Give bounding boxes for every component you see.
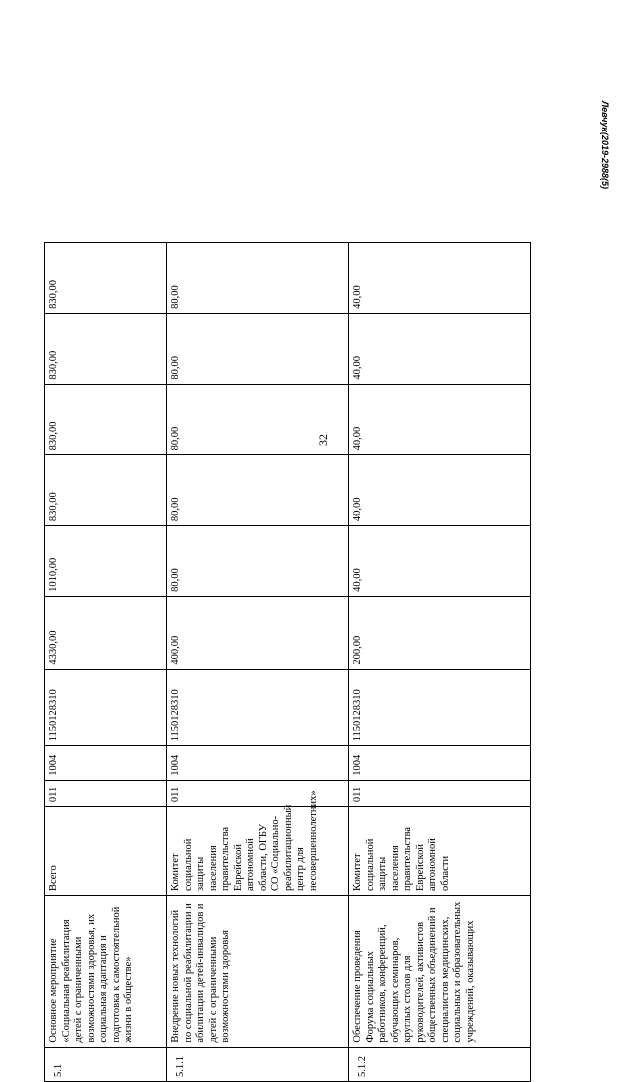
- table-row: [167, 243, 349, 1082]
- measure-name: Обеспечение проведения Форума социальных работников, конференций, обучающих семинаров, круглых столов для руководителей, активистов общественных объединений и специалистов медицинских, социальных и образовательных учреждений, оказывающих: [349, 896, 531, 1048]
- year-amount: 80,00: [167, 313, 349, 384]
- year-amount: 80,00: [167, 384, 349, 455]
- year-amount: 1010,00: [45, 526, 167, 597]
- row-number: 5.1.2: [349, 1047, 531, 1081]
- executor: Всего: [45, 807, 167, 896]
- page-number: 32: [316, 434, 330, 446]
- table-row: [349, 243, 531, 1082]
- year-amount: 80,00: [167, 526, 349, 597]
- year-amount: 40,00: [349, 243, 531, 314]
- csr-code: 1150128310: [167, 669, 349, 746]
- grbs-code: 011: [349, 780, 531, 806]
- year-amount: 80,00: [167, 455, 349, 526]
- year-amount: 40,00: [349, 526, 531, 597]
- year-amount: 830,00: [45, 455, 167, 526]
- csr-code: 1150128310: [45, 669, 167, 746]
- program-table-rotated: [44, 242, 534, 1082]
- grbs-code: 011: [45, 780, 167, 806]
- year-amount: 80,00: [167, 243, 349, 314]
- year-amount: 40,00: [349, 384, 531, 455]
- row-number: 5.1.1: [167, 1047, 349, 1081]
- row-number: 5.1: [45, 1047, 167, 1081]
- total-amount: 400,00: [167, 596, 349, 669]
- grbs-code: 011: [167, 780, 349, 806]
- csr-code: 1150128310: [349, 669, 531, 746]
- document-code: Левчук(2019-2988(5): [600, 100, 610, 190]
- year-amount: 830,00: [45, 243, 167, 314]
- year-amount: 40,00: [349, 313, 531, 384]
- rzpr-code: 1004: [349, 746, 531, 780]
- executor: Комитет социальной защиты населения правительства Еврейской автономной области, ОГБУ СО «Социально-реабилитационный центр для несовершеннолетних»: [167, 807, 349, 896]
- year-amount: 830,00: [45, 313, 167, 384]
- total-amount: 4330,00: [45, 596, 167, 669]
- executor: Комитет социальной защиты населения правительства Еврейской автономной области: [349, 807, 531, 896]
- measure-name: Внедрение новых технологий по социальной реабилитации и абилитации детей-инвалидов и детей с ограниченными возможностями здоровья: [167, 896, 349, 1048]
- total-amount: 200,00: [349, 596, 531, 669]
- table-row: [45, 243, 167, 1082]
- measure-name: Основное мероприятие «Социальная реабилитация детей с ограниченными возможностями здоровья, их социальная адаптация и подготовка к самостоятельной жизни в обществе»: [45, 896, 167, 1048]
- year-amount: 40,00: [349, 455, 531, 526]
- rzpr-code: 1004: [167, 746, 349, 780]
- year-amount: 830,00: [45, 384, 167, 455]
- program-table: [44, 242, 531, 1082]
- rzpr-code: 1004: [45, 746, 167, 780]
